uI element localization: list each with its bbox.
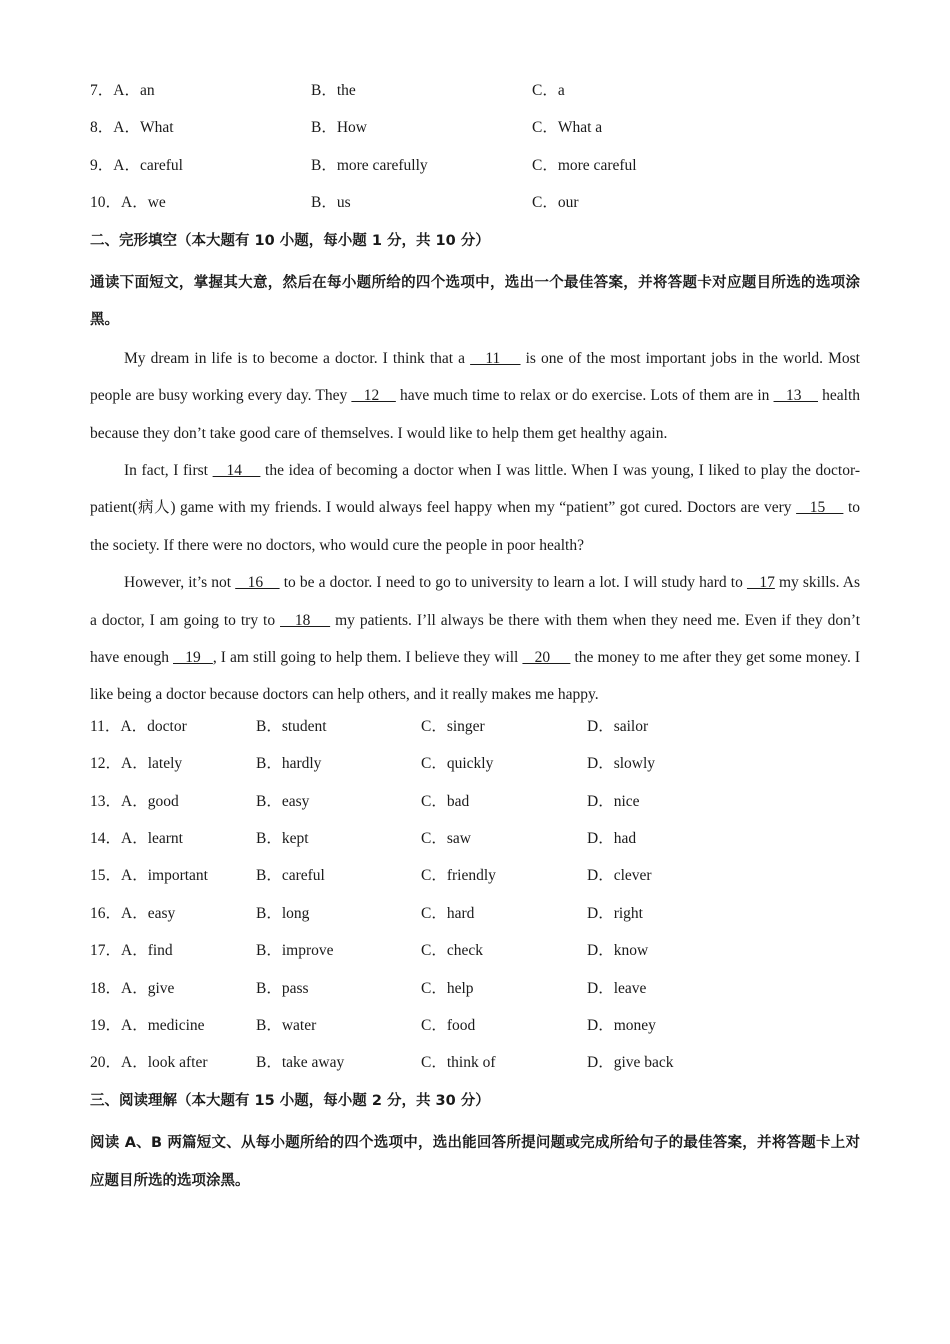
option-b: B．pass — [256, 979, 309, 997]
question-row — [90, 1050, 860, 1087]
question-row — [90, 153, 860, 190]
option-a: 20．A．look after — [90, 1054, 208, 1072]
blank-14: 14 — [212, 461, 261, 479]
exam-page — [90, 78, 860, 1200]
passage-paragraph-1: My dream in life is to become a doctor. I think that a 11 is one of the most important jobs in the world. Most people are busy working every day. They 12 have much time to relax or do exercise. Lots of them are in 13 health because they don’t take good care of themselves. I would like to help them get healthy again. — [90, 349, 861, 442]
option-c: C．our — [532, 194, 579, 212]
option-b: B．the — [311, 82, 356, 99]
option-c: C．a — [532, 82, 565, 99]
option-c: C．food — [421, 1016, 476, 1034]
option-a: 17．A．find — [90, 942, 173, 960]
option-d: D．slowly — [587, 755, 656, 773]
mc-top-list — [90, 78, 860, 228]
question-row — [90, 863, 860, 900]
section-2-heading: 二、完形填空（本大题有 10 小题，每小题 1 分，共 10 分） — [90, 232, 490, 249]
option-a: 7．A．an — [90, 82, 155, 99]
option-b: B．long — [256, 904, 310, 922]
option-b: B．How — [311, 119, 367, 137]
blank-15: 15 — [796, 499, 844, 517]
section-2-instruction: 通读下面短文，掌握其大意，然后在每小题所给的四个选项中，选出一个最佳答案，并将答题卡对应题目所选的选项涂黑。 — [90, 274, 860, 329]
option-a: 16．A．easy — [90, 904, 176, 922]
question-row — [90, 1013, 860, 1050]
option-c: C．What a — [532, 119, 603, 137]
option-b: B．careful — [256, 867, 325, 885]
option-a: 12．A．lately — [90, 755, 183, 773]
option-b: B．us — [311, 194, 351, 212]
blank-11: 11 — [470, 349, 521, 367]
option-a: 13．A．good — [90, 792, 179, 810]
option-c: C．hard — [421, 904, 475, 922]
blank-18: 18 — [280, 611, 331, 629]
option-d: D．leave — [587, 979, 647, 997]
question-row — [90, 78, 860, 115]
option-d: D．nice — [587, 792, 640, 810]
blank-16: 16 — [235, 574, 280, 592]
option-c: C．singer — [421, 717, 485, 735]
question-row — [90, 789, 860, 826]
option-c: C．bad — [421, 792, 470, 810]
option-c: C．check — [421, 942, 483, 960]
option-b: B．improve — [256, 942, 334, 960]
option-b: B．take away — [256, 1054, 345, 1072]
option-c: C．help — [421, 979, 474, 997]
option-d: D．had — [587, 830, 637, 847]
option-d: D．give back — [587, 1054, 674, 1072]
question-row — [90, 751, 860, 788]
option-b: B．easy — [256, 792, 310, 810]
option-a: 8．A．What — [90, 119, 174, 137]
blank-17: 17 — [746, 574, 775, 592]
question-row — [90, 901, 860, 938]
blank-19: 19 — [173, 649, 213, 667]
blank-13: 13 — [773, 387, 818, 405]
option-d: D．right — [587, 904, 643, 922]
option-b: B．more carefully — [311, 156, 428, 174]
option-c: C．quickly — [421, 755, 494, 773]
question-row — [90, 938, 860, 975]
option-d: D．clever — [587, 867, 652, 885]
option-a: 19．A．medicine — [90, 1016, 205, 1034]
question-row — [90, 115, 860, 152]
blank-12: 12 — [351, 387, 396, 405]
option-a: 10．A．we — [90, 194, 166, 212]
option-c: C．more careful — [532, 156, 637, 174]
option-b: B．hardly — [256, 755, 322, 773]
question-row — [90, 976, 860, 1013]
option-d: D．know — [587, 942, 649, 960]
question-row — [90, 826, 860, 863]
option-a: 9．A．careful — [90, 156, 183, 174]
option-c: C．saw — [421, 830, 471, 847]
option-a: 14．A．learnt — [90, 830, 183, 847]
passage-paragraph-3: However, it’s not 16 to be a doctor. I need to go to university to learn a lot. I will study hard to 17 my skills. As a doctor, I am going to try to 18 my patients. I’ll always be there with them when they need me. Even if they don’t have enough 19 , I am still going to help them. I believe they will 20 the money to me after they get some money. I like being a doctor because doctors can help others, and it really makes me happy. — [90, 574, 861, 704]
option-a: 15．A．important — [90, 867, 208, 885]
question-row — [90, 190, 860, 227]
blank-20: 20 — [522, 649, 571, 667]
section-3-heading: 三、阅读理解（本大题有 15 小题，每小题 2 分，共 30 分） — [90, 1092, 490, 1109]
section-3-instruction: 阅读 A、B 两篇短文、从每小题所给的四个选项中，选出能回答所提问题或完成所给句子的最佳答案，并将答题卡上对应题目所选的选项涂黑。 — [90, 1135, 860, 1189]
question-row — [90, 714, 860, 751]
option-a: 11．A．doctor — [90, 717, 187, 735]
mc-cloze-list — [90, 714, 860, 1088]
option-d: D．sailor — [587, 717, 649, 735]
option-c: C．think of — [421, 1054, 496, 1072]
option-b: B．student — [256, 717, 327, 735]
passage-paragraph-2: In fact, I first 14 the idea of becoming a doctor when I was little. When I was young, I liked to play the doctor-patient(病人) game with my friends. I would always feel happy when my “patient” got cured. Doctors are very 15 to the society. If there were no doctors, who would cure the people in poor health? — [90, 461, 861, 554]
option-a: 18．A．give — [90, 979, 175, 997]
option-b: B．water — [256, 1016, 317, 1034]
option-d: D．money — [587, 1016, 656, 1034]
option-b: B．kept — [256, 830, 309, 847]
option-c: C．friendly — [421, 867, 496, 885]
